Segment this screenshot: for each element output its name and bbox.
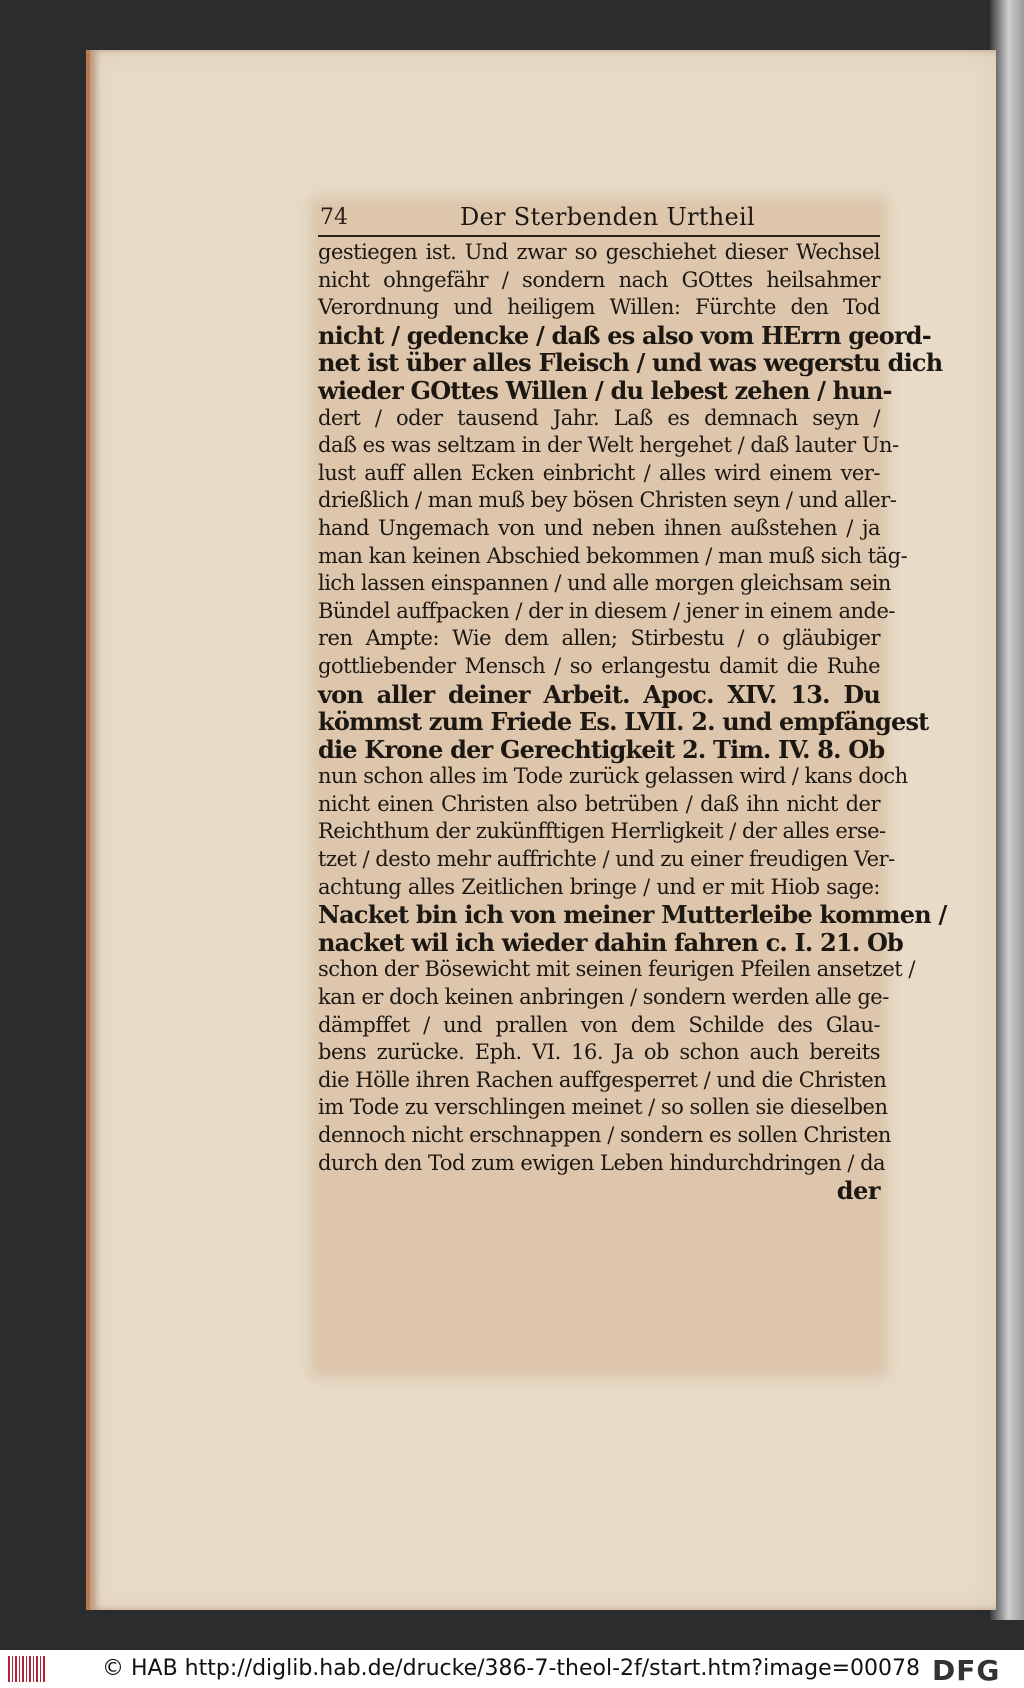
source-credit: © HAB http://diglib.hab.de/drucke/386-7-theol-2f/start.htm?image=00078	[102, 1656, 921, 1681]
page-header	[318, 205, 880, 237]
text-line: kömmst zum Friede Es. LVII. 2. und empfängest	[318, 707, 929, 737]
text-line: die Hölle ihren Rachen auffgesperret / und die Christen	[318, 1067, 887, 1092]
text-line: nacket wil ich wieder dahin fahren c. I. 21. Ob	[318, 927, 904, 957]
text-line: Verordnung und heiligem Willen: Fürchte den Tod	[318, 295, 880, 320]
text-line: Bündel auffpacken / der in diesem / jener in einem ande-	[318, 598, 896, 623]
text-line: Nacket bin ich von meiner Mutterleibe kommen /	[318, 900, 947, 930]
text-line: gestiegen ist. Und zwar so geschiehet dieser Wechsel	[318, 240, 880, 264]
text-line: schon der Bösewicht mit seinen feurigen Pfeilen ansetzet /	[318, 957, 915, 982]
running-title: Der Sterbenden Urtheil	[460, 203, 755, 231]
text-line: ren Ampte: Wie dem allen; Stirbestu / o gläubiger	[318, 626, 880, 651]
text-line: drießlich / man muß bey bösen Christen seyn / und aller-	[318, 488, 897, 513]
text-line: dert / oder tausend Jahr. Laß es demnach seyn /	[318, 405, 880, 430]
text-line: durch den Tod zum ewigen Leben hindurchdringen / da	[318, 1150, 886, 1175]
text-line: wieder GOttes Willen / du lebest zehen / hun-	[318, 375, 892, 405]
text-line: im Tode zu verschlingen meinet / so sollen sie dieselben	[318, 1095, 888, 1120]
text-line: Reichthum der zukünfftigen Herrligkeit / der alles erse-	[318, 819, 886, 844]
footer-bar	[0, 1650, 1024, 1688]
catchword: der	[836, 1176, 880, 1206]
text-line: daß es was seltzam in der Welt hergehet / daß lauter Un-	[318, 433, 899, 458]
dfg-logo: DFG	[932, 1654, 1001, 1687]
text-line: gottliebender Mensch / so erlangestu damit die Ruhe	[318, 653, 880, 678]
text-line: man kan keinen Abschied bekommen / man muß sich täg-	[318, 543, 908, 568]
text-line: dennoch nicht erschnappen / sondern es sollen Christen	[318, 1123, 891, 1147]
text-lines	[318, 239, 947, 1206]
text-line: nun schon alles im Tode zurück gelassen wird / kans doch	[318, 764, 908, 789]
text-line: achtung alles Zeitlichen bringe / und er mit Hiob sage:	[318, 874, 880, 899]
text-line: kan er doch keinen anbringen / sondern werden alle ge-	[318, 985, 889, 1010]
text-line: die Krone der Gerechtigkeit 2. Tim. IV. 8. Ob	[318, 734, 885, 764]
book-page	[86, 50, 996, 1610]
text-line: nicht ohngefähr / sondern nach GOttes heilsahmer	[318, 267, 880, 292]
text-line: tzet / desto mehr auffrichte / und zu einer freudigen Ver-	[318, 847, 895, 872]
text-line: bens zurücke. Eph. VI. 16. Ja ob schon auch bereits	[318, 1040, 880, 1065]
text-line: nicht / gedencke / daß es also vom HErrn geord-	[318, 320, 931, 350]
text-line: net ist über alles Fleisch / und was wegerstu dich	[318, 348, 943, 378]
text-line: dämpffet / und prallen von dem Schilde des Glau-	[318, 1012, 880, 1037]
text-line: hand Ungemach von und neben ihnen außstehen / ja	[318, 515, 880, 540]
text-line: lust auff allen Ecken einbricht / alles wird einem ver-	[318, 460, 880, 485]
text-line: nicht einen Christen also betrüben / daß ihn nicht der	[318, 791, 880, 816]
barcode-icon	[8, 1656, 46, 1682]
page-number: 74	[320, 205, 348, 230]
printed-text-block	[318, 203, 947, 1370]
text-line: lich lassen einspannen / und alle morgen gleichsam sein	[318, 571, 891, 596]
text-line: von aller deiner Arbeit. Apoc. XIV. 13. Du	[318, 679, 880, 709]
